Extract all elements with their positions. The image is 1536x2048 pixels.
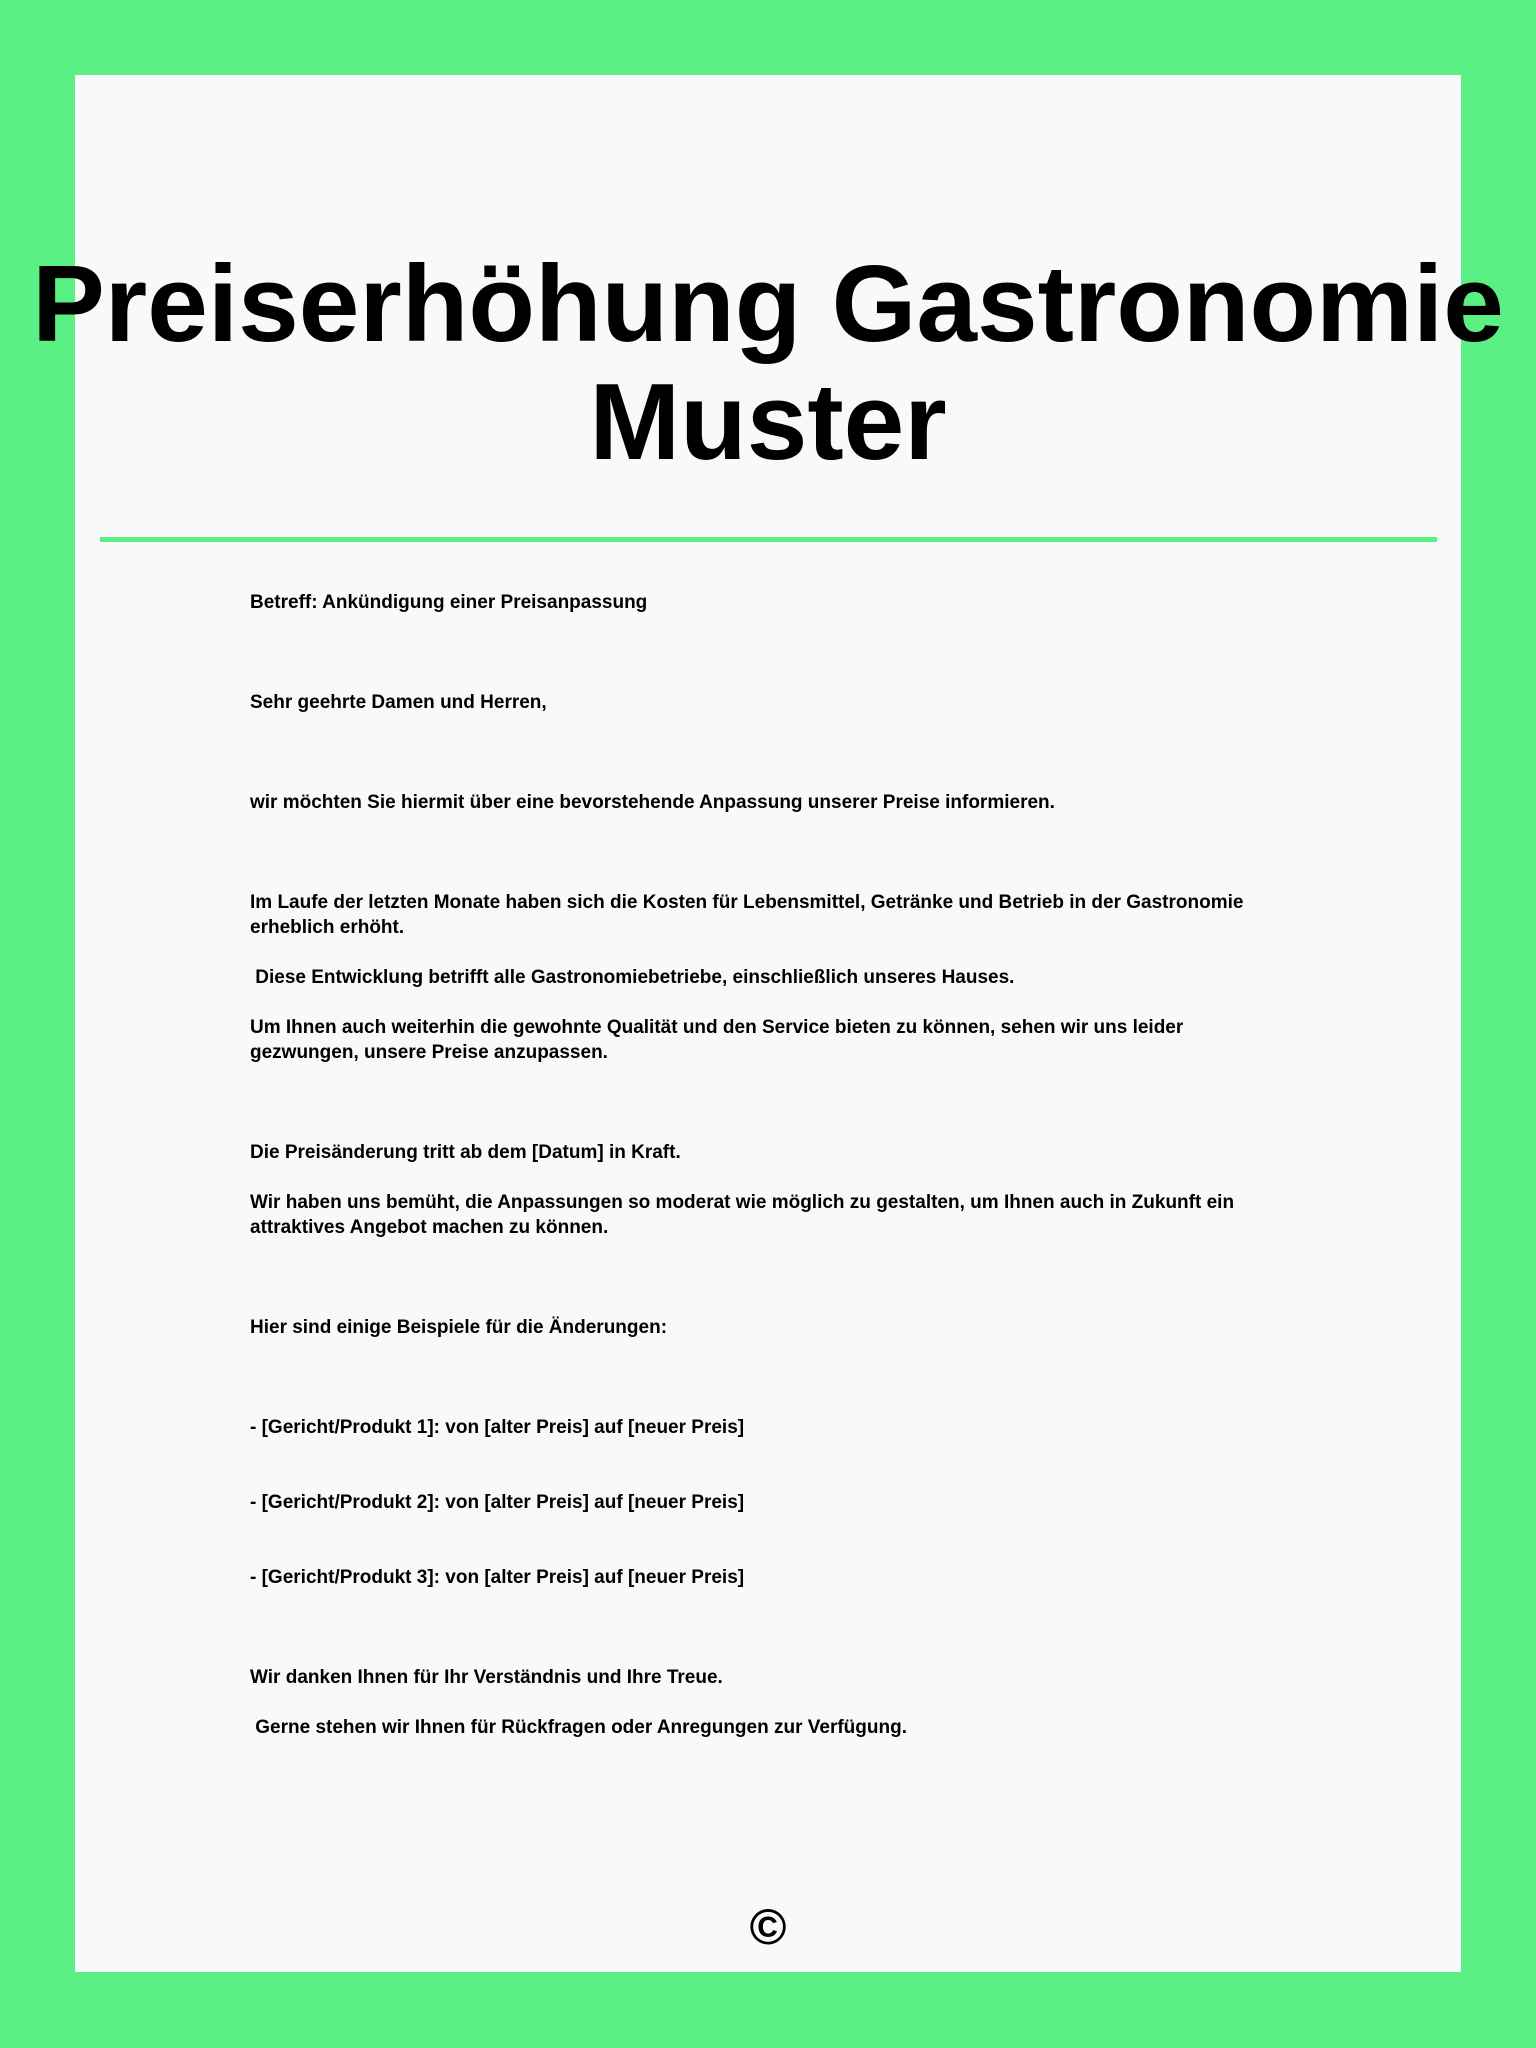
copyright-icon: © [749, 1899, 787, 1955]
list-item: - [Gericht/Produkt 3]: von [alter Preis] auf [neuer Preis] [250, 1567, 745, 1588]
letter-reason-quality: Um Ihnen auch weiterhin die gewohnte Qualität und den Service bieten zu können, sehen wir uns leider gezwungen, unsere Preise anzupassen. [250, 1017, 1189, 1063]
letter-intro: wir möchten Sie hiermit über eine bevorstehende Anpassung unserer Preise informieren. [250, 792, 1055, 813]
letter-examples-intro: Hier sind einige Beispiele für die Änderungen: [250, 1317, 668, 1338]
letter-contact: Gerne stehen wir Ihnen für Rückfragen oder Anregungen zur Verfügung. [250, 1717, 907, 1738]
list-item: - [Gericht/Produkt 2]: von [alter Preis] auf [neuer Preis] [250, 1492, 745, 1513]
letter-reason-industry: Diese Entwicklung betrifft alle Gastronomiebetriebe, einschließlich unseres Hauses. [250, 967, 1015, 988]
title-divider [100, 537, 1437, 542]
list-item: - [Gericht/Produkt 1]: von [alter Preis] auf [neuer Preis] [250, 1417, 745, 1438]
letter-salutation: Sehr geehrte Damen und Herren, [250, 692, 547, 713]
letter-moderation: Wir haben uns bemüht, die Anpassungen so moderat wie möglich zu gestalten, um Ihnen auch in Zukunft ein attraktives Angebot machen zu können. [250, 1192, 1240, 1238]
document-title: Preiserhöhung Gastronomie Muster [32, 243, 1504, 483]
letter-effective-date: Die Preisänderung tritt ab dem [Datum] in Kraft. [250, 1142, 681, 1163]
letter-thanks: Wir danken Ihnen für Ihr Verständnis und Ihre Treue. [250, 1667, 723, 1688]
letter-subject: Betreff: Ankündigung einer Preisanpassung [250, 592, 648, 613]
letter-reason-costs: Im Laufe der letzten Monate haben sich die Kosten für Lebensmittel, Getränke und Betrieb in der Gastronomie erheblich erhöht. [250, 892, 1249, 938]
